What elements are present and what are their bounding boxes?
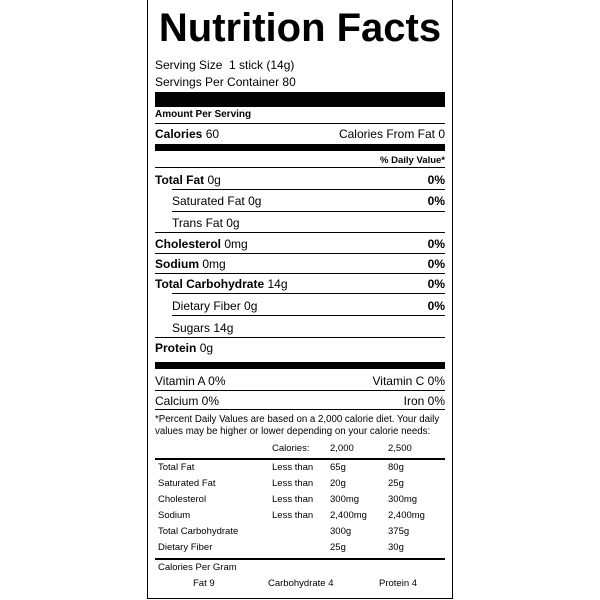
daily-value-header: % Daily Value* [380,155,445,166]
nutrient-protein [155,341,445,355]
serving-size-label: Serving Size [155,58,223,72]
table-cell: 25g [388,478,404,489]
vitamins-row [155,374,445,388]
servings-per-container: Servings Per Container 80 [155,75,296,89]
nutrient-saturated-fat [172,194,445,208]
table-cell: Total Fat [158,462,195,473]
divider [155,337,445,338]
divider [172,211,445,212]
label-title: Nutrition Facts [158,6,442,50]
table-cell: Dietary Fiber [158,542,213,553]
nutrient-label: Total Carbohydrate [155,277,265,291]
table-cell: Less than [272,494,314,505]
nutrient-label: Sodium [155,257,199,271]
nutrient-amount: 0g [226,216,240,230]
amount-per-serving: Amount Per Serving [155,109,252,120]
table-header-2000: 2,000 [330,443,354,454]
nutrient-sodium [155,257,445,271]
serving-size-value: 1 stick (14g) [229,58,295,72]
nutrient-label: Saturated Fat [172,194,245,208]
nutrient-label: Trans Fat [172,216,223,230]
table-cell: 300mg [388,494,418,505]
divider-medium [155,362,445,369]
calories-per-gram-label: Calories Per Gram [158,562,237,573]
nutrient-label: Dietary Fiber [172,299,241,313]
calories-label: Calories [155,127,203,141]
divider [172,189,445,190]
nutrient-amount: 0g [199,341,214,355]
iron: Iron 0% [403,394,445,408]
calories-per-gram-protein: Protein 4 [379,578,418,589]
divider-medium [155,144,445,151]
calories-from-fat: Calories From Fat 0 [338,127,445,141]
table-cell: 80g [388,462,404,473]
divider [155,232,445,233]
table-cell: Less than [272,478,314,489]
serving-size [155,58,445,72]
table-header-2500: 2,500 [388,443,412,454]
nutrient-label: Total Fat [155,173,205,187]
divider-thick [155,92,445,107]
calories-row [155,127,445,141]
nutrient-amount: 0g [244,299,258,313]
nutrient-dv: 0% [427,237,445,251]
table-cell: 65g [330,462,346,473]
nutrient-dv: 0% [427,277,445,291]
nutrient-amount: 0mg [224,237,248,251]
table-cell: Total Carbohydrate [158,526,239,537]
nutrition-facts-label [147,0,453,599]
table-cell: 25g [330,542,346,553]
calories-per-gram-carbohydrate: Carbohydrate 4 [268,578,334,589]
nutrient-dv: 0% [427,194,445,208]
divider [155,253,445,254]
nutrient-label: Protein [155,341,197,355]
vitamin-c: Vitamin C 0% [372,374,445,388]
divider [155,167,445,168]
nutrient-label: Sugars [172,321,211,335]
divider [172,315,445,316]
nutrient-amount: 14g [213,321,234,335]
table-cell: 375g [388,526,410,537]
divider [155,409,445,410]
table-cell: Cholesterol [158,494,207,505]
nutrient-cholesterol [155,237,445,251]
divider [155,558,445,560]
divider [172,293,445,294]
table-cell: Saturated Fat [158,478,216,489]
table-cell: 2,400mg [388,510,425,521]
table-cell: 30g [388,542,404,553]
nutrient-trans-fat [172,216,445,230]
table-cell: Sodium [158,510,191,521]
calories-per-gram-fat: Fat 9 [193,578,215,589]
footnote: *Percent Daily Values are based on a 2,000 calorie diet. Your daily values may be higher or lower depending on your calorie needs: [155,414,440,437]
nutrient-amount: 14g [267,277,288,291]
vitamin-a: Vitamin A 0% [155,374,226,388]
nutrient-dietary-fiber [172,299,445,313]
nutrient-total-carbohydrate [155,277,445,291]
table-cell: Less than [272,510,314,521]
nutrient-amount: 0mg [202,257,226,271]
table-cell: 20g [330,478,346,489]
table-cell: 300mg [330,494,360,505]
nutrient-total-fat [155,173,445,187]
nutrient-dv: 0% [427,257,445,271]
nutrient-dv: 0% [427,299,445,313]
divider [155,458,445,460]
minerals-row [155,394,445,408]
table-cell: 300g [330,526,352,537]
divider [155,273,445,274]
calories-value: 60 [205,127,220,141]
nutrient-label: Cholesterol [155,237,222,251]
table-cell: 2,400mg [330,510,367,521]
divider [155,123,445,124]
nutrient-sugars [172,321,445,335]
calcium: Calcium 0% [155,394,220,408]
table-header-calories: Calories: [272,443,310,454]
table-cell: Less than [272,462,314,473]
divider [155,390,445,391]
nutrient-amount: 0g [248,194,262,208]
nutrient-dv: 0% [427,173,445,187]
nutrient-amount: 0g [207,173,221,187]
